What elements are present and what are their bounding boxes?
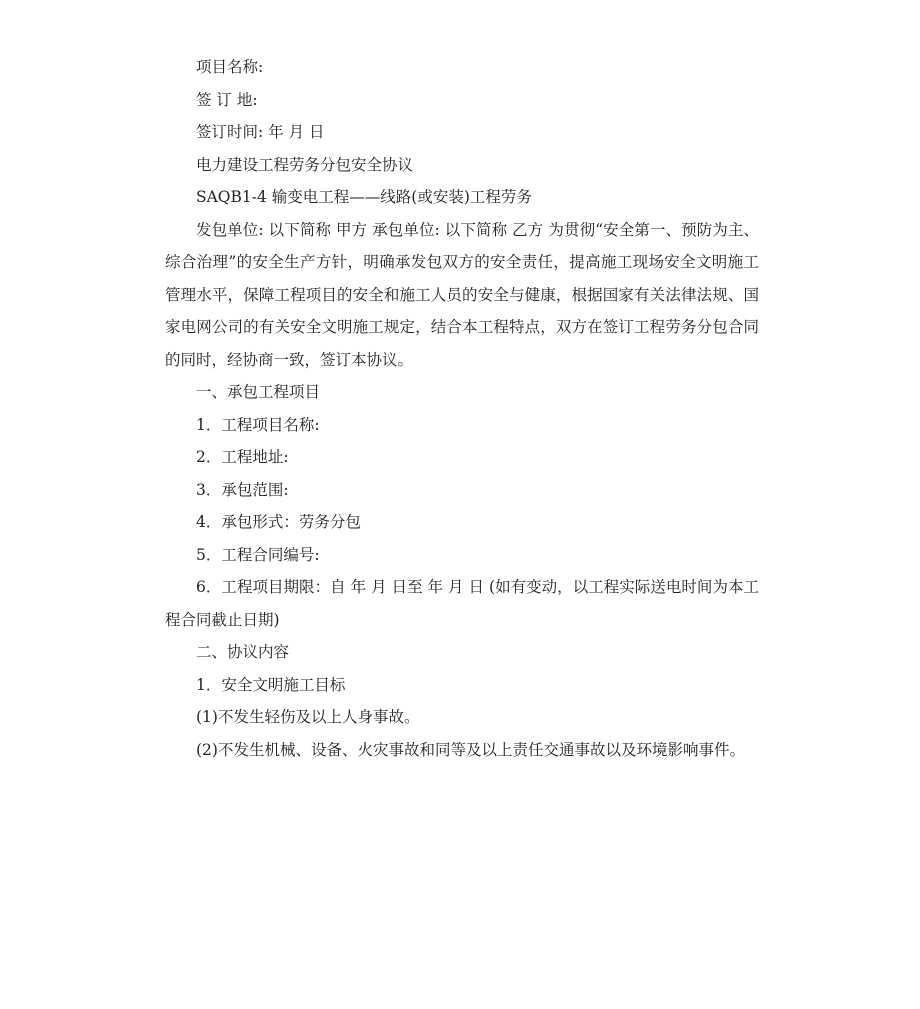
signing-place-line: 签 订 地: (196, 90, 258, 109)
section-heading-1: 一、承包工程项目 (196, 383, 321, 401)
signing-date-line: 签订时间: 年 月 日 (196, 123, 325, 141)
list-item: 4．承包形式：劳务分包 (196, 513, 361, 531)
document-subtitle: SAQB1-4 输变电工程——线路(或安装)工程劳务 (196, 188, 532, 206)
project-name-line: 项目名称: (196, 58, 264, 76)
list-item: 2．工程地址: (196, 448, 289, 466)
document-body (165, 51, 759, 766)
preamble-paragraph: 发包单位: 以下简称 甲方 承包单位: 以下简称 乙方 为贯彻“安全第一、预防为主、综合治理”的安全生产方针，明确承发包双方的安全责任，提高施工现场安全文明施工管理水平，保障工程项目的安全和施工人员的安全与健康，根据国家有关法律法规、国家电网公司的有关安全文明施工规定，结合本工程特点，双方在签订工程劳务分包合同的同时，经协商一致，签订本协议。 (165, 220, 759, 369)
list-item: (2)不发生机械、设备、火灾事故和同等及以上责任交通事故以及环境影响事件。 (196, 740, 745, 759)
section-heading-2: 二、协议内容 (196, 643, 290, 661)
list-item: (1)不发生轻伤及以上人身事故。 (196, 708, 420, 726)
list-item: 1．工程项目名称: (196, 415, 320, 434)
subsection-heading: 1．安全文明施工目标 (196, 675, 346, 694)
list-item: 5．工程合同编号: (196, 545, 320, 564)
list-item: 3．承包范围: (196, 480, 289, 499)
list-item: 6．工程项目期限：自 年 月 日至 年 月 日 (如有变动，以工程实际送电时间为本工程合同截止日期) (165, 578, 759, 629)
document-title: 电力建设工程劳务分包安全协议 (196, 155, 414, 174)
